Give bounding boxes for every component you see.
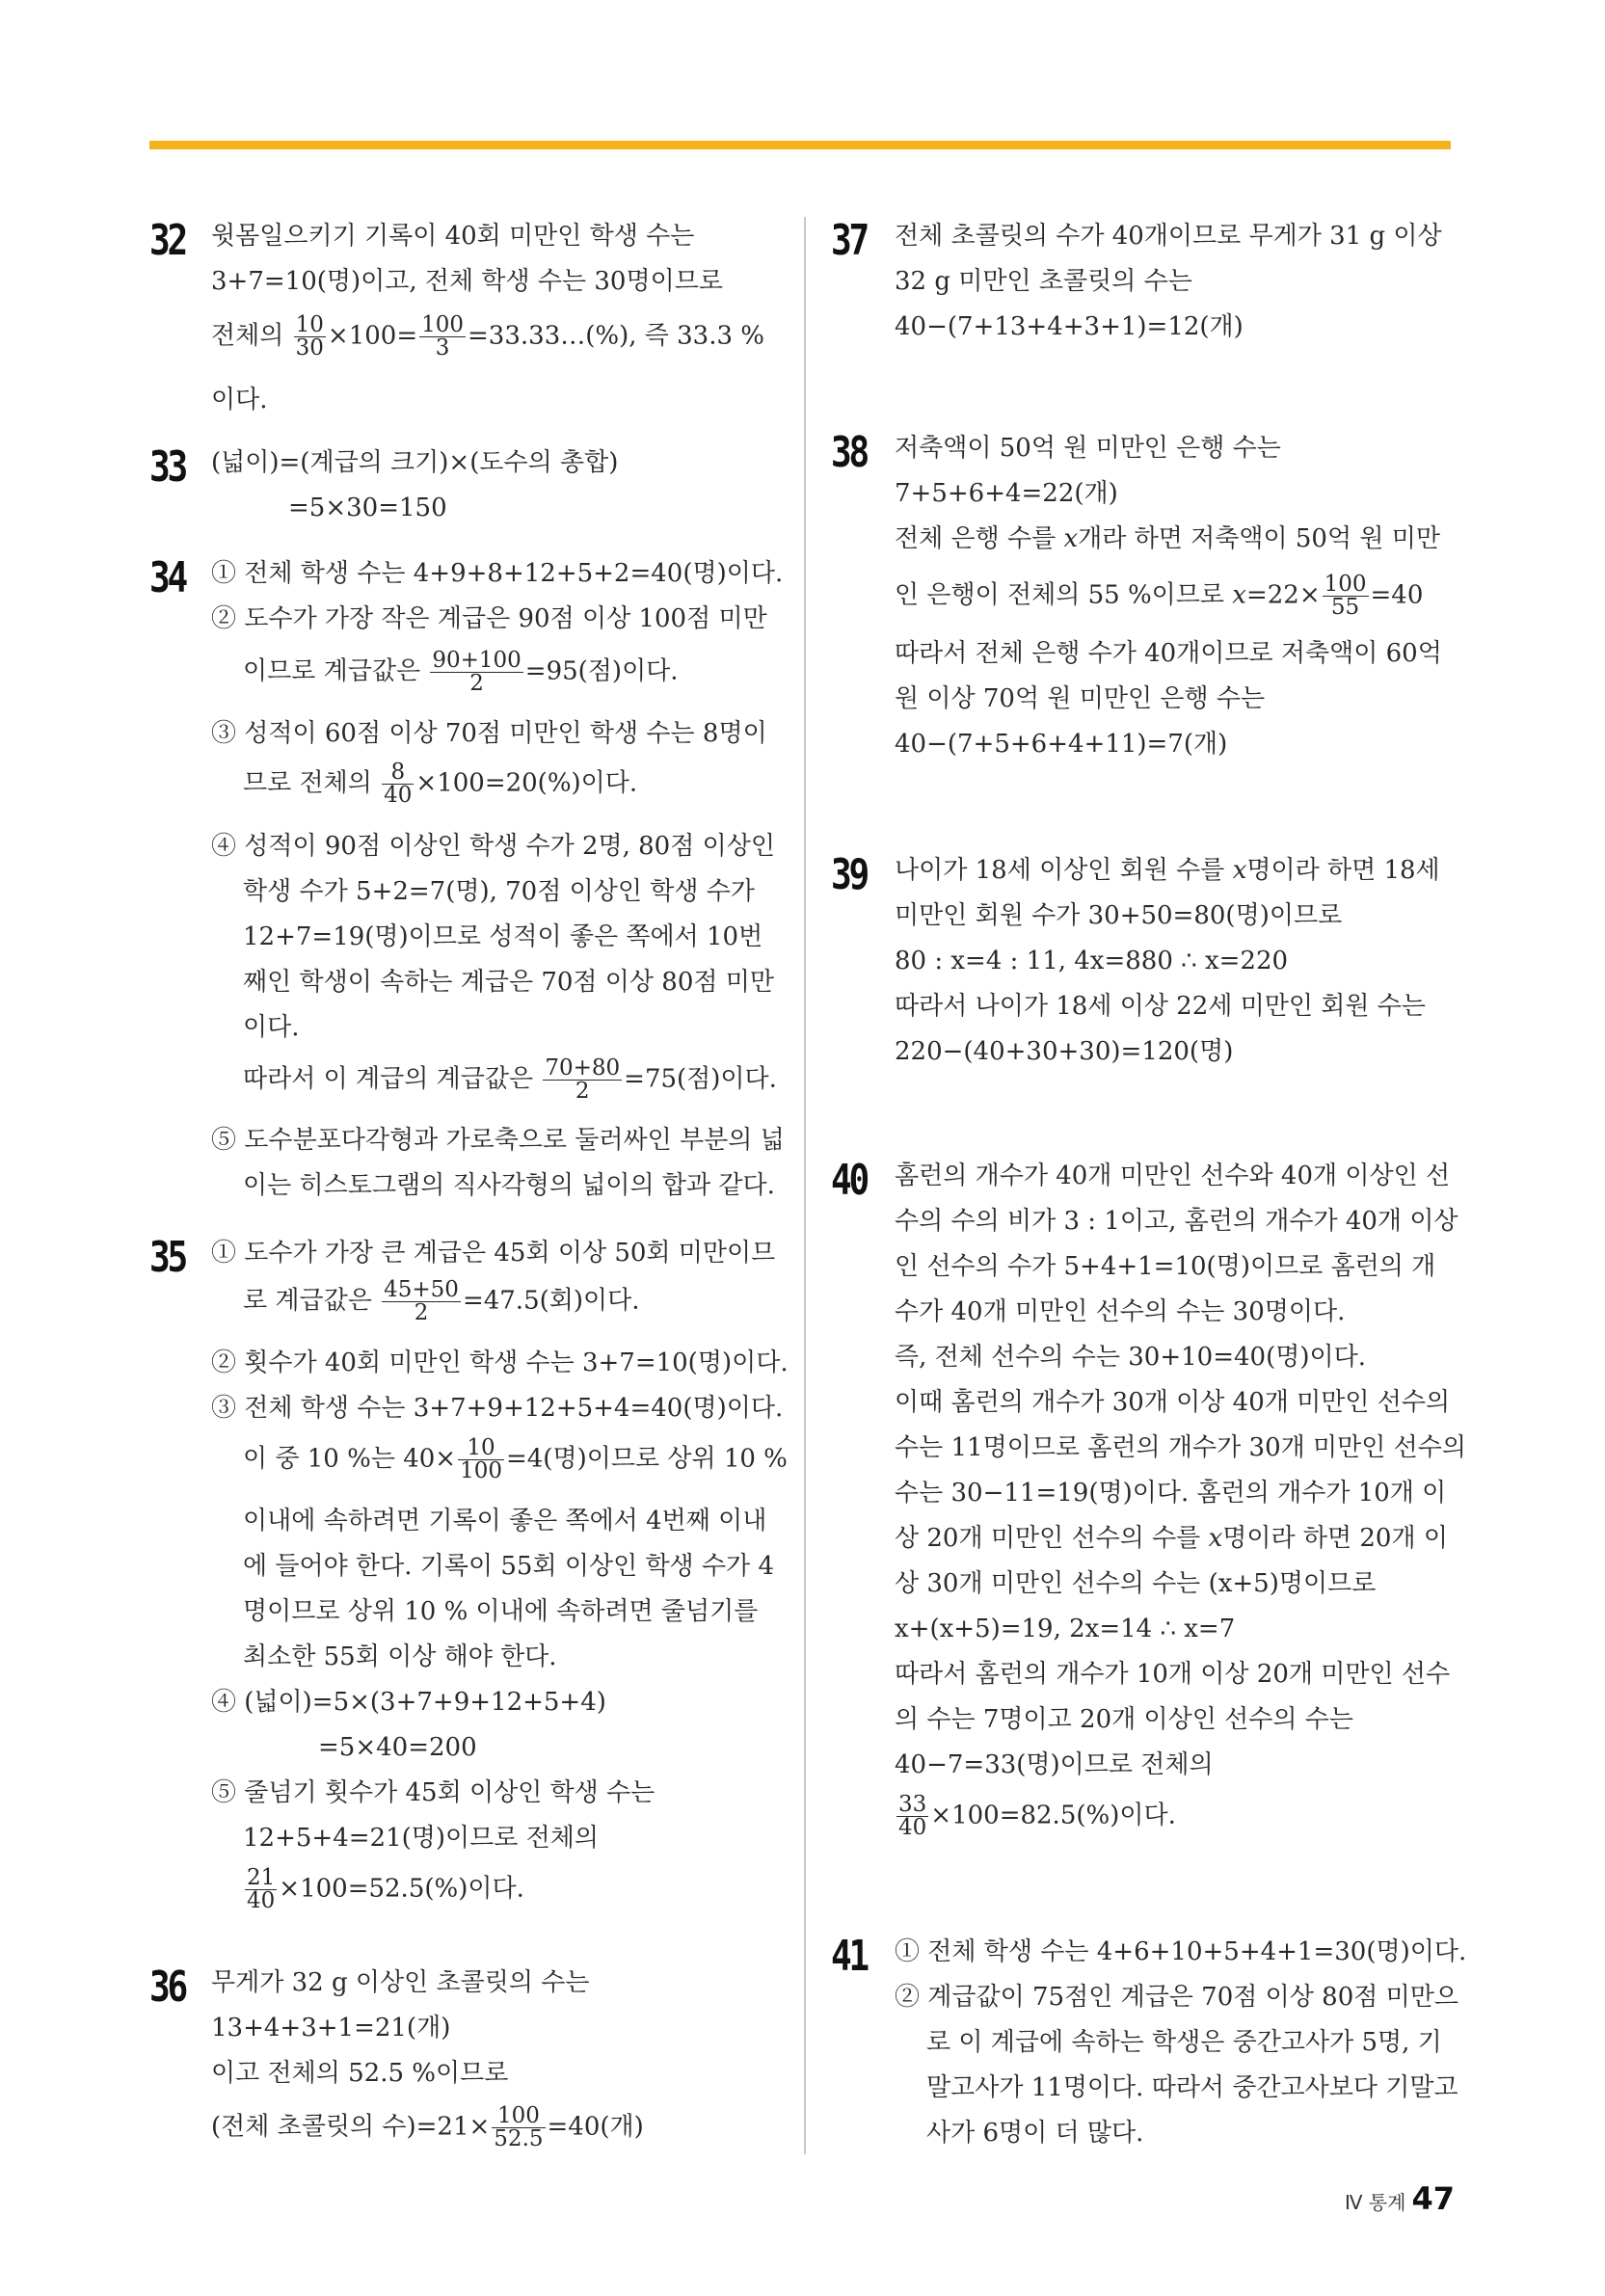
line: 7+5+6+4=22(개) [895, 479, 1118, 508]
problem-number: 41 [831, 1932, 867, 1981]
line: 220−(40+30+30)=120(명) [895, 1037, 1234, 1066]
line: 므로 전체의 $\frac{8}{40}$ ×100=20(%)이다. [243, 760, 638, 808]
line: 수는 11명이므로 홈런의 개수가 30개 미만인 선수의 [895, 1433, 1466, 1462]
fraction: $\frac{21}{40}$ [247, 1865, 276, 1913]
fraction: $\frac{100}{52.5}$ [494, 2103, 544, 2151]
line: 상 30개 미만인 선수의 수는 (x+5)명이므로 [895, 1569, 1377, 1598]
line: 이다. [243, 1013, 300, 1042]
fraction: $\frac{100}{3}$ [421, 312, 465, 360]
line: 최소한 55회 이상 해야 한다. [243, 1642, 557, 1671]
line: 미만인 회원 수가 30+50=80(명)이므로 [895, 901, 1343, 930]
line: x+(x+5)=19, 2x=14 ∴ x=7 [895, 1615, 1236, 1643]
line: 80 : x=4 : 11, 4x=880 ∴ x=220 [895, 947, 1289, 975]
line: 학생 수가 5+2=7(명), 70점 이상인 학생 수가 [243, 877, 755, 906]
choice-2: ② 계급값이 75점인 계급은 70점 이상 80점 미만으 [895, 1983, 1458, 2012]
fraction: $\frac{10}{30}$ [295, 312, 324, 360]
problem-number: 36 [149, 1962, 185, 2012]
fraction: $\frac{90+100}{2}$ [432, 648, 522, 696]
problem-number: 38 [831, 428, 867, 477]
line: 수가 40개 미만인 선수의 수는 30명이다. [895, 1297, 1346, 1326]
line: 이는 히스토그램의 직사각형의 넓이의 합과 같다. [243, 1171, 775, 1200]
line: 40−7=33(명)이므로 전체의 [895, 1750, 1214, 1779]
line: 12+7=19(명)이므로 성적이 좋은 쪽에서 10번 [243, 922, 763, 951]
page-footer [1345, 2180, 1455, 2217]
line: 의 수는 7명이고 20개 이상인 선수의 수는 [895, 1705, 1353, 1734]
line: $\frac{21}{40}$ ×100=52.5(%)이다. [247, 1865, 524, 1913]
problem-number: 40 [831, 1156, 867, 1205]
problem-number: 34 [149, 553, 185, 602]
line: 12+5+4=21(명)이므로 전체의 [243, 1824, 599, 1853]
line: 나이가 18세 이상인 회원 수를 x명이라 하면 18세 [895, 856, 1440, 885]
line: 이다. [211, 386, 268, 414]
line: 인 선수의 수가 5+4+1=10(명)이므로 홈런의 개 [895, 1252, 1436, 1281]
choice-4: ④ 성적이 90점 이상인 학생 수가 2명, 80점 이상인 [211, 832, 775, 861]
line: 저축액이 50억 원 미만인 은행 수는 [895, 434, 1281, 463]
line: 원 이상 70억 원 미만인 은행 수는 [895, 684, 1266, 713]
fraction: $\frac{100}{55}$ [1324, 572, 1367, 620]
choice-1: ① 전체 학생 수는 4+6+10+5+4+1=30(명)이다. [895, 1937, 1467, 1966]
line: 홈런의 개수가 40개 미만인 선수와 40개 이상인 선 [895, 1161, 1451, 1190]
line: 전체 초콜릿의 수가 40개이므로 무게가 31 g 이상 [895, 222, 1442, 251]
line: 윗몸일으키기 기록이 40회 미만인 학생 수는 [211, 222, 695, 251]
page-number: 47 [1411, 2180, 1455, 2217]
line: 3+7=10(명)이고, 전체 학생 수는 30명이므로 [211, 267, 723, 296]
line: =5×40=200 [318, 1733, 477, 1762]
fraction: $\frac{10}{100}$ [460, 1435, 502, 1483]
choice-4: ④ (넓이)=5×(3+7+9+12+5+4) [211, 1688, 606, 1717]
line: 따라서 전체 은행 수가 40개이므로 저축액이 60억 [895, 639, 1442, 668]
line: 전체의 $\frac{10}{30}$ ×100= $\frac{100}{3}$ =33.33…(%), 즉 33.3 % [211, 312, 764, 360]
line: 무게가 32 g 이상인 초콜릿의 수는 [211, 1968, 590, 1997]
fraction: $\frac{70+80}{2}$ [545, 1055, 621, 1104]
problem-number: 33 [149, 442, 185, 492]
line: 로 이 계급에 속하는 학생은 중간고사가 5명, 기 [926, 2028, 1442, 2057]
line: 40−(7+13+4+3+1)=12(개) [895, 312, 1244, 341]
line: 32 g 미만인 초콜릿의 수는 [895, 267, 1192, 296]
line: 이므로 계급값은 $\frac{90+100}{2}$ =95(점)이다. [243, 648, 679, 696]
line: 말고사가 11명이다. 따라서 중간고사보다 기말고 [926, 2073, 1458, 2102]
line: 따라서 이 계급의 계급값은 $\frac{70+80}{2}$ =75(점)이다. [243, 1055, 777, 1104]
line: 전체 은행 수를 x개라 하면 저축액이 50억 원 미만 [895, 524, 1440, 553]
line: 로 계급값은 $\frac{45+50}{2}$ =47.5(회)이다. [243, 1277, 640, 1325]
line: 40−(7+5+6+4+11)=7(개) [895, 730, 1228, 759]
choice-1: ① 전체 학생 수는 4+9+8+12+5+2=40(명)이다. [211, 559, 784, 588]
line: =5×30=150 [288, 494, 447, 522]
fraction: $\frac{45+50}{2}$ [384, 1277, 459, 1325]
line: 인 은행이 전체의 55 %이므로 x=22× $\frac{100}{55}$ =40 [895, 572, 1424, 620]
problem-number: 37 [831, 216, 867, 265]
top-accent-bar [149, 141, 1451, 149]
line: 이내에 속하려면 기록이 좋은 쪽에서 4번째 이내 [243, 1507, 767, 1535]
section-label: Ⅳ 통계 [1345, 2191, 1406, 2214]
line: 이 중 10 %는 40× $\frac{10}{100}$ =4(명)이므로 상위 10 % [243, 1435, 788, 1483]
line: 즉, 전체 선수의 수는 30+10=40(명)이다. [895, 1343, 1366, 1372]
choice-2: ② 횟수가 40회 미만인 학생 수는 3+7=10(명)이다. [211, 1348, 789, 1377]
line: 13+4+3+1=21(개) [211, 2014, 451, 2042]
line: 째인 학생이 속하는 계급은 70점 이상 80점 미만 [243, 968, 774, 997]
line: 사가 6명이 더 많다. [926, 2119, 1144, 2148]
fraction: $\frac{33}{40}$ [898, 1792, 927, 1840]
fraction: $\frac{8}{40}$ [384, 760, 413, 808]
choice-2: ② 도수가 가장 작은 계급은 90점 이상 100점 미만 [211, 604, 767, 633]
line: 명이므로 상위 10 % 이내에 속하려면 줄넘기를 [243, 1597, 759, 1626]
line: 이때 홈런의 개수가 30개 이상 40개 미만인 선수의 [895, 1388, 1451, 1417]
problem-number: 32 [149, 216, 185, 265]
choice-1: ① 도수가 가장 큰 계급은 45회 이상 50회 미만이므 [211, 1239, 776, 1268]
line: $\frac{33}{40}$ ×100=82.5(%)이다. [898, 1792, 1176, 1840]
choice-3: ③ 성적이 60점 이상 70점 미만인 학생 수는 8명이 [211, 719, 767, 748]
line: 따라서 홈런의 개수가 10개 이상 20개 미만인 선수 [895, 1660, 1451, 1689]
line: 이고 전체의 52.5 %이므로 [211, 2059, 509, 2088]
line: 수는 30−11=19(명)이다. 홈런의 개수가 10개 이 [895, 1479, 1447, 1508]
choice-3: ③ 전체 학생 수는 3+7+9+12+5+4=40(명)이다. [211, 1394, 784, 1423]
line: 따라서 나이가 18세 이상 22세 미만인 회원 수는 [895, 992, 1426, 1021]
choice-5: ⑤ 줄넘기 횟수가 45회 이상인 학생 수는 [211, 1778, 655, 1807]
problem-number: 35 [149, 1233, 185, 1282]
column-divider [804, 217, 806, 2154]
line: (전체 초콜릿의 수)=21× $\frac{100}{52.5}$ =40(개) [211, 2103, 644, 2151]
problem-number: 39 [831, 850, 867, 899]
line: 상 20개 미만인 선수의 수를 x명이라 하면 20개 이 [895, 1524, 1448, 1553]
line: 에 들어야 한다. 기록이 55회 이상인 학생 수가 4 [243, 1552, 774, 1581]
line: 수의 수의 비가 3 : 1이고, 홈런의 개수가 40개 이상 [895, 1207, 1458, 1236]
line: (넓이)=(계급의 크기)×(도수의 총합) [211, 448, 619, 477]
choice-5: ⑤ 도수분포다각형과 가로축으로 둘러싸인 부분의 넓 [211, 1126, 785, 1155]
